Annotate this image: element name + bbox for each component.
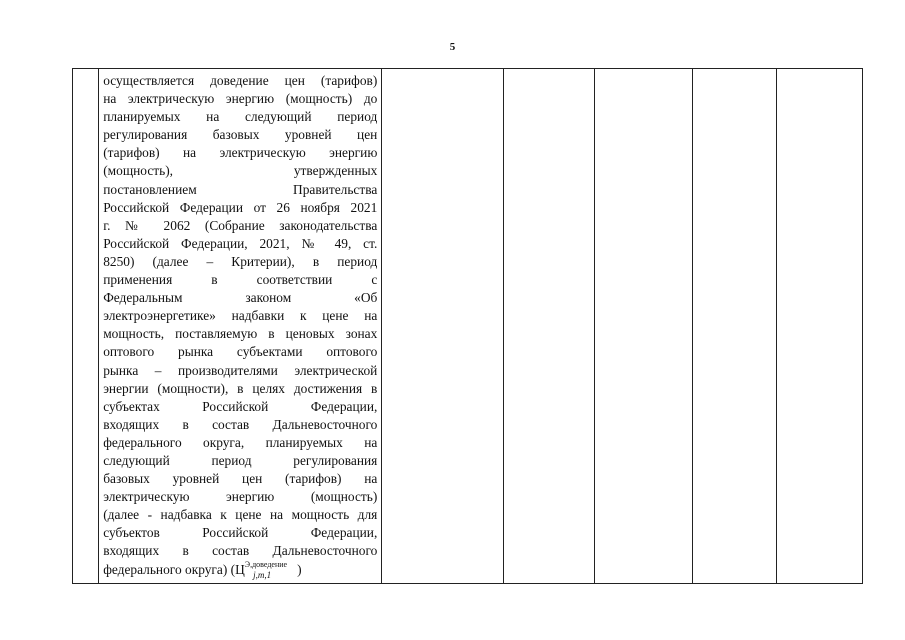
row-number-cell — [73, 69, 99, 584]
text-line: (мощность), утвержденных — [103, 163, 378, 179]
formula-close: ) — [297, 561, 302, 577]
text-line: входящих в состав Дальневосточного — [103, 416, 378, 432]
empty-cell — [504, 69, 595, 584]
page-number: 5 — [449, 41, 456, 53]
text-line: рынка – производителями электрической — [103, 362, 378, 378]
description-text — [99, 69, 381, 583]
text-line: планируемых на следующий период — [103, 109, 378, 125]
text-line: 8250) (далее – Критерии), в период — [103, 253, 378, 269]
text-line: субъектов Российской Федерации, — [103, 525, 378, 541]
document-table — [72, 68, 863, 584]
text-line: на электрическую энергию (мощность) до — [103, 91, 378, 107]
text-line: входящих в состав Дальневосточного — [103, 543, 378, 559]
text-line: г. № 2062 (Собрание законодательства — [103, 217, 378, 233]
formula-line — [103, 561, 377, 581]
text-line: оптового рынка субъектами оптового — [103, 344, 378, 360]
text-line: электрическую энергию (мощность) — [103, 489, 378, 505]
text-line: энергии (мощности), в целях достижения в — [103, 380, 378, 396]
table-row — [73, 69, 863, 584]
text-line: (далее - надбавка к цене на мощность для — [103, 507, 378, 523]
text-line: Федеральным законом «Об — [103, 290, 378, 306]
text-line: Российской Федерации от 26 ноября 2021 — [103, 199, 378, 215]
empty-cell — [382, 69, 504, 584]
formula-subscript: j,m,1 — [253, 569, 272, 580]
text-line: применения в соответствии с — [103, 272, 378, 288]
text-line: Российской Федерации, 2021, № 49, ст. — [103, 235, 378, 251]
description-cell — [99, 69, 382, 584]
formula-prefix: федерального округа) (Ц — [103, 561, 245, 577]
empty-cell — [777, 69, 863, 584]
text-line: регулирования базовых уровней цен — [103, 127, 378, 143]
text-line: субъектах Российской Федерации, — [103, 398, 378, 414]
formula-superscript: Э,доведение — [244, 559, 288, 569]
text-line: базовых уровней цен (тарифов) на — [103, 471, 378, 487]
text-line: следующий период регулирования — [103, 452, 378, 468]
empty-cell — [692, 69, 777, 584]
text-line: электроэнергетике» надбавки к цене на — [103, 308, 378, 324]
text-line: мощность, поставляемую в ценовых зонах — [103, 326, 378, 342]
text-line: осуществляется доведение цен (тарифов) — [103, 73, 378, 88]
text-line: федерального округа, планируемых на — [103, 434, 378, 450]
empty-cell — [594, 69, 692, 584]
text-line: постановлением Правительства — [103, 181, 378, 197]
text-line: (тарифов) на электрическую энергию — [103, 145, 378, 161]
